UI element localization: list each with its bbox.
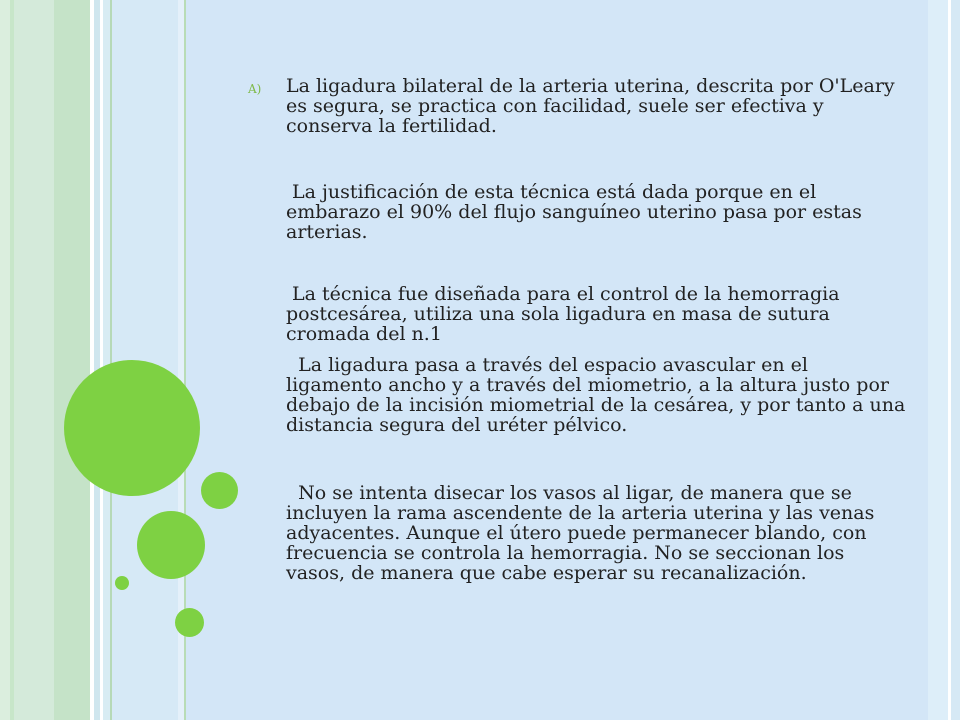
left-stripe <box>14 0 54 720</box>
paragraph-4: La ligadura pasa a través del espacio avascular en el ligamento ancho y a través del miometrio, a la altura justo por debajo de la incisión miometrial de la cesárea, y por tanto a una distancia segura del uréter pélvico. <box>286 354 912 436</box>
paragraph-2: La justificación de esta técnica está dada porque en el embarazo el 90% del flujo sanguíneo uterino pasa por estas arterias. <box>286 181 868 243</box>
list-marker: A) <box>248 82 262 96</box>
paragraph-3: La técnica fue diseñada para el control de la hemorragia postcesárea, utiliza una sola ligadura en masa de sutura cromada del n.1 <box>286 283 846 345</box>
decorative-circle-large-2 <box>137 511 205 579</box>
decorative-circle-small <box>115 576 129 590</box>
right-stripe <box>951 0 960 720</box>
right-stripe <box>928 0 948 720</box>
paragraph-5: No se intenta disecar los vasos al ligar, de manera que se incluyen la rama ascendente de la arteria uterina y las venas adyacentes. Aunque el útero puede permanecer blando, con frecuencia se controla la hemorragia. No se seccionan los vasos, de manera que cabe esperar su recanalización. <box>286 482 881 584</box>
decorative-circle-medium <box>201 472 238 509</box>
decorative-circle-small-2 <box>175 608 204 637</box>
left-stripe <box>103 0 110 720</box>
left-stripe <box>54 0 90 720</box>
paragraph-1: La ligadura bilateral de la arteria uterina, descrita por O'Leary es segura, se practica con facilidad, suele ser efectiva y conserva la fertilidad. <box>286 75 901 137</box>
left-stripe <box>0 0 10 720</box>
decorative-circle-large <box>64 360 200 496</box>
